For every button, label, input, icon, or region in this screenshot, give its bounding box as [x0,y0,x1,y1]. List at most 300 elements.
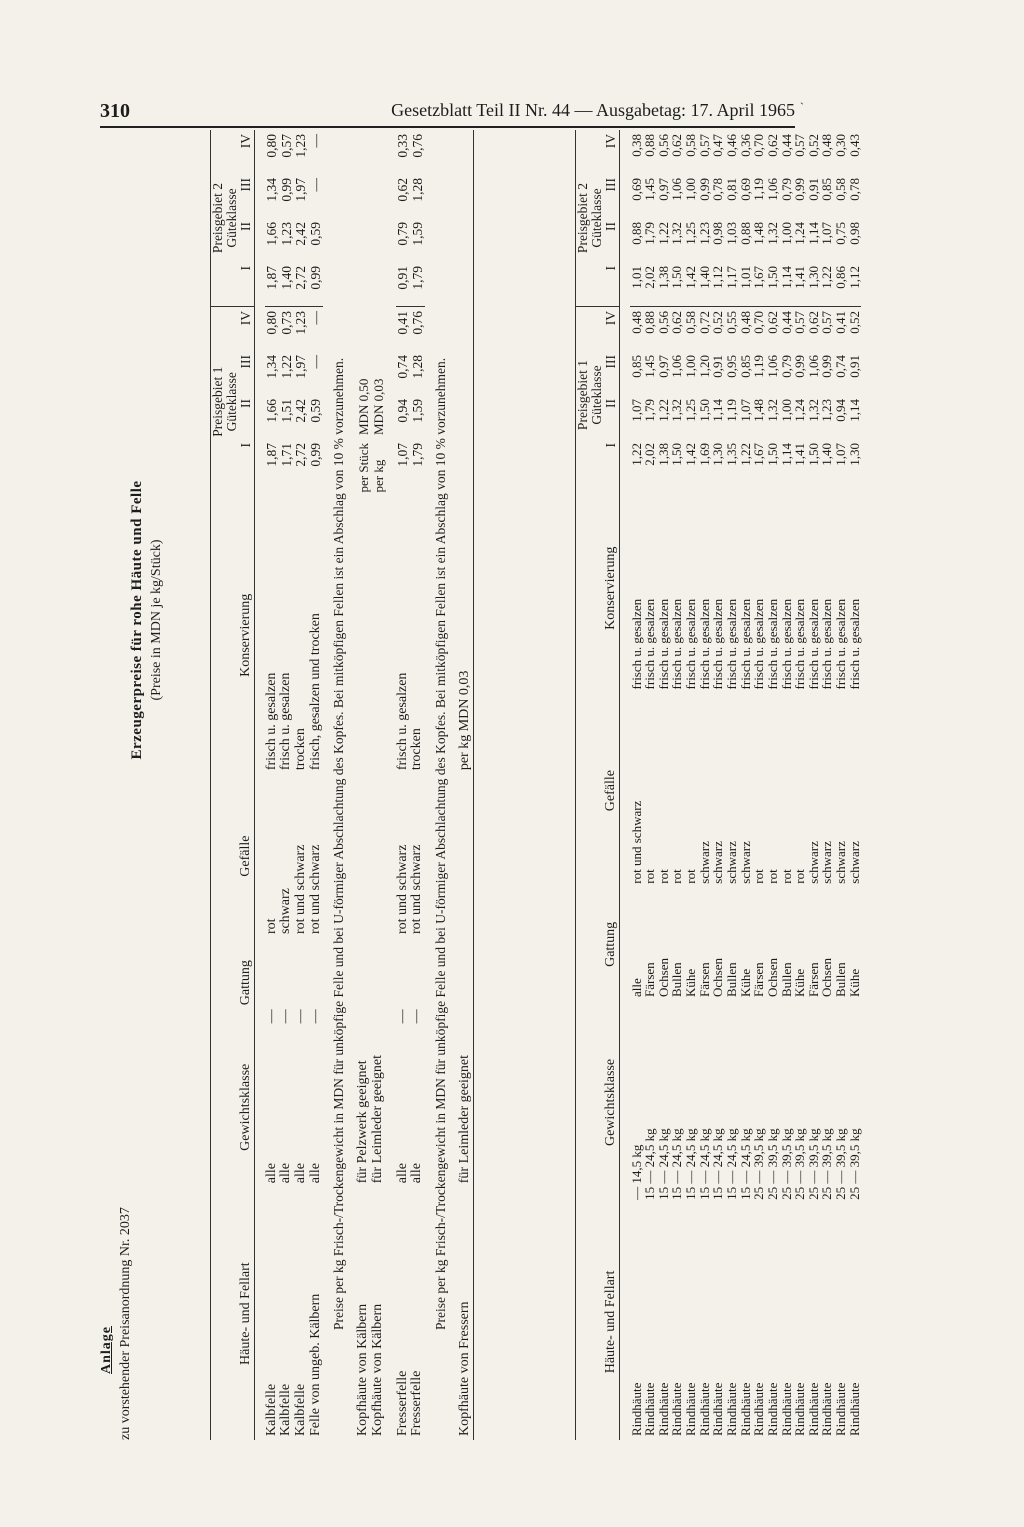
col-gefaelle: Gefälle [211,774,255,938]
price-p2-g1: 0,86 [834,262,848,307]
cell-art: Rindhäute [792,1382,808,1436]
price-p1-g4: 0,88 [642,311,658,334]
price-p2-g1: 1,87 [265,262,280,307]
price-p1-g3: — [308,355,324,369]
cell-gattung: Bullen [833,962,849,998]
cell-konservierung: frisch u. gesalzen [655,598,671,690]
rotated-content [100,130,1010,1440]
price-p1-g3: 0,79 [778,355,794,378]
price-p2-g2: 0,88 [737,222,753,245]
cell-gattung: — [307,1009,323,1024]
price-p1-g4: 0,62 [669,311,685,334]
price-p1-g2: 1,00 [778,399,794,422]
price-p1-g3: 0,85 [628,355,644,378]
cell-art: Rindhäute [778,1382,794,1436]
price-p1-g3: 1,06 [805,355,821,378]
price-p1-g3: 0,99 [819,355,835,378]
price-p1-g1: 1,30 [846,443,862,466]
col-gueteklasse1: Güteklasse [224,372,240,432]
col-g2: II [238,222,254,231]
price-p2-g1: 0,99 [309,262,324,307]
col-konservierung: Konservierung [211,496,255,774]
price-p1-g1: 1,22 [737,443,753,466]
col-g3: III [603,355,619,369]
price-p2-g3: 0,58 [833,178,849,201]
cell-unit: per kg [371,459,387,493]
col-g3: III [238,355,254,369]
price-p2-g2: 1,07 [819,222,835,245]
cell-konservierung: frisch u. gesalzen [669,598,685,690]
cell-gefaelle: schwarz [846,841,862,884]
cell-gefaelle: rot [778,869,794,884]
cell-gewicht: 15 — 24,5 kg [683,1128,699,1200]
col-gattung: Gattung [211,938,255,1027]
price-p1-g4: 0,41 [833,311,849,334]
table-row [279,130,294,1440]
price-p2-g3: 0,91 [805,178,821,201]
cell-gefaelle: rot und schwarz [394,844,410,934]
price-p2-g3: 0,69 [628,178,644,201]
price-p2-g1: 1,01 [630,262,644,307]
cell-gewicht: 15 — 24,5 kg [669,1128,685,1200]
spacer-cell [619,1204,630,1440]
cell-gewicht: alle [278,1163,294,1184]
col-preisgebiet2: Preisgebiet 2 [211,130,226,307]
title-block [130,360,164,880]
price-p1-g2: 2,42 [293,399,309,423]
cell-konservierung: frisch u. gesalzen [628,598,644,690]
price-p2-g3: 0,78 [710,178,726,201]
table-row [630,130,644,1440]
price-p2-g2: 0,59 [308,222,324,246]
price-p1-g3: 0,95 [724,355,739,378]
price-p1-g4: 0,72 [696,311,712,334]
price-p2-g3: 1,00 [683,178,699,201]
cell-gefaelle: rot und schwarz [292,844,308,934]
price-p2-g1: 1,30 [807,262,821,307]
table-row [265,130,280,1440]
calf-rows [254,130,473,1440]
price-p1-g2: 1,23 [819,399,835,422]
cell-gattung: — [292,1009,308,1024]
note-row [323,130,356,1440]
price-p2-g4: 0,47 [710,134,726,157]
price-p1-g4: — [308,311,324,325]
price-p2-g2: 1,79 [642,222,658,245]
table-row [698,130,712,1440]
price-p2-g4: 0,36 [737,134,753,157]
cell-gewicht: 15 — 24,5 kg [696,1128,712,1200]
cell-gefaelle: schwarz [696,841,712,884]
cell-art: Rindhäute [642,1382,658,1436]
cell-konservierung: frisch u. gesalzen [278,672,294,771]
cell-gewicht: alle [292,1163,308,1184]
price-p2-g2: 1,03 [724,222,739,245]
cell-konservierung: frisch u. gesalzen [751,598,767,690]
price-p1-g2: 1,07 [737,399,753,422]
price-p1-g4: 0,62 [764,311,780,334]
price-p1-g4: 0,73 [278,311,294,335]
col-g3: III [238,178,254,192]
price-p1-g1: 1,50 [669,443,685,466]
cell-gefaelle: rot [655,869,671,884]
cell-gattung: Bullen [724,962,739,998]
price-p1-g4: 0,48 [628,311,644,334]
price-p2-g1: 1,40 [698,262,712,307]
col-gueteklasse2: Güteklasse [590,130,604,307]
reference-line: zu vorstehender Preisanordnung Nr. 2037 [117,1207,133,1440]
table-row [684,130,698,1440]
cell-gewicht: 15 — 24,5 kg [642,1128,658,1200]
price-p2-g3: 0,99 [278,178,294,202]
price-p2-g4: 0,33 [395,134,411,158]
col-gueteklasse1: Güteklasse [589,365,605,425]
price-p1-g3: 1,97 [293,355,309,379]
cell-gattung: Ochsen [819,958,835,998]
price-p1-g4: 0,52 [710,311,726,334]
cell-art: Kalbfelle [292,1383,308,1436]
cell-price: per kg MDN 0,03 [457,670,473,771]
cell-konservierung: frisch u. gesalzen [642,598,658,690]
cell-art: Rindhäute [655,1382,671,1436]
cell-text: für Leimleder geeignet [370,1054,386,1184]
price-p2-g3: 0,62 [395,178,411,202]
cell-gefaelle: rot und schwarz [409,844,425,934]
note-text: Preise per kg Frisch-/Trockengewicht in MDN für unköpfige Felle und bei U-förmiger Abschlachtung des Kopfes. Bei mitköpfigen Fellen ist ein Abschlag von 10 % vorzunehmen. [433,357,449,1330]
price-p2-g3: 1,34 [264,178,280,202]
price-p1-g1: 2,72 [293,443,309,467]
table-row [848,130,862,1440]
price-p1-g2: 0,94 [833,399,849,422]
running-header [100,100,795,128]
cell-konservierung: frisch u. gesalzen [683,598,699,690]
price-p2-g2: 1,00 [778,222,794,245]
kopf-row [371,130,386,1440]
price-p2-g4: 0,56 [655,134,671,157]
cell-gewicht: 15 — 24,5 kg [737,1128,753,1200]
table-row [739,130,753,1440]
price-p1-g2: 1,32 [805,399,821,422]
price-p2-g4: 0,70 [751,134,767,157]
cell-gattung: Färsen [751,962,767,998]
price-p2-g4: 0,76 [409,134,425,158]
cell-konservierung: frisch, gesalzen und trocken [307,613,323,771]
cell-gewicht: 15 — 24,5 kg [710,1128,726,1200]
price-p2-g4: 0,52 [805,134,821,157]
price-p2-g3: 1,06 [669,178,685,201]
price-p2-g4: 0,88 [642,134,658,157]
price-p2-g1: 1,01 [739,262,753,307]
price-p1-g1: 1,69 [696,443,712,466]
price-p1-g4: 0,41 [395,311,411,335]
cell-gewicht: 25 — 39,5 kg [751,1128,767,1200]
price-p2-g3: 1,28 [409,178,425,202]
cell-gattung: Ochsen [710,958,726,998]
col-gewicht: Gewichtsklasse [211,1027,255,1187]
cell-art: Rindhäute [737,1382,753,1436]
cell-art: Kopfhäute von Fressern [457,1301,473,1436]
cell-art: Kopfhäute von Kälbern [355,1303,371,1436]
cell-gattung: Färsen [642,962,658,998]
cell-konservierung: frisch u. gesalzen [846,598,862,690]
price-p1-g4: 0,57 [819,311,835,334]
col-g4: IV [238,311,254,326]
col-g1: I [604,262,619,307]
cell-konservierung: frisch u. gesalzen [792,598,808,690]
cell-gewicht: 25 — 39,5 kg [833,1128,849,1200]
running-title: Gesetzblatt Teil II Nr. 44 — Ausgabetag: 17. April 1965 [391,100,795,120]
cell-gewicht: alle [307,1163,323,1184]
price-p2-g2: 1,22 [655,222,671,245]
col-gefaelle: Gefälle [576,693,620,887]
cell-art: Rindhäute [819,1382,835,1436]
cell-gefaelle: rot [642,869,658,884]
cell-gewicht: alle [409,1163,425,1184]
col-g1: I [238,443,254,448]
price-p2-g1: 1,14 [780,262,794,307]
price-p1-g3: 0,91 [710,355,726,378]
price-p2-g3: 0,97 [655,178,671,201]
cell-gefaelle: rot [764,869,780,884]
cell-gewicht: alle [394,1163,410,1184]
price-p1-g3: 0,97 [655,355,671,378]
table-row [396,130,411,1440]
price-p1-g2: 1,19 [724,399,739,422]
price-p1-g2: 1,79 [642,399,658,422]
price-p1-g4: 1,23 [293,311,309,335]
price-p1-g1: 1,42 [683,443,699,466]
col-gewicht: Gewichtsklasse [576,1001,620,1204]
table-row [294,130,309,1440]
price-p1-g4: 0,52 [846,311,862,334]
price-p1-g4: 0,58 [683,311,699,334]
cell-art: Rindhäute [846,1382,862,1436]
price-p2-g4: 0,62 [669,134,685,157]
price-p1-g2: 1,24 [792,399,808,422]
price-p1-g4: 0,62 [805,311,821,334]
price-p2-g3: 1,97 [293,178,309,202]
cell-art: Fresserfelle [394,1370,410,1436]
price-p2-g1: 1,12 [711,262,725,307]
cell-gattung: Ochsen [764,958,780,998]
table-row [711,130,725,1440]
calf-price-table [210,130,474,1440]
cell-konservierung: frisch u. gesalzen [696,598,712,690]
cell-art: Rindhäute [833,1382,849,1436]
cell-gattung: Kühe [792,968,808,998]
price-p1-g2: 0,59 [308,399,324,423]
cell-konservierung: frisch u. gesalzen [724,598,739,690]
price-p2-g1: 1,79 [410,262,425,307]
table-row [793,130,807,1440]
cell-gewicht: 25 — 39,5 kg [778,1128,794,1200]
price-p1-g2: 1,59 [409,399,425,423]
cell-art: Felle von ungeb. Kälbern [307,1293,323,1436]
price-p1-g3: 1,06 [669,355,685,378]
price-p2-g2: 0,75 [833,222,849,245]
page-subtitle: (Preise in MDN je kg/Stück) [148,539,164,701]
price-p2-g1: 1,41 [793,262,807,307]
price-p2-g4: 0,30 [833,134,849,157]
price-p2-g1: 1,38 [657,262,671,307]
cell-gattung: Bullen [778,962,794,998]
price-p1-g2: 1,14 [846,399,862,422]
price-p2-g4: 0,38 [628,134,644,157]
table-row [752,130,766,1440]
col-preisgebiet1: Preisgebiet 1 [575,359,590,431]
cell-art: Rindhäute [669,1382,685,1436]
cell-konservierung: frisch u. gesalzen [737,598,753,690]
price-p2-g2: 1,32 [764,222,780,245]
price-p1-g1: 1,14 [778,443,794,466]
cell-gefaelle: rot und schwarz [628,800,644,884]
cell-gewicht: — 14,5 kg [628,1144,644,1200]
price-p1-g2: 1,51 [278,399,294,423]
price-p1-g1: 1,30 [710,443,726,466]
price-p1-g3: 0,74 [833,355,849,378]
price-p1-g1: 1,50 [764,443,780,466]
anlage-heading: Anlage [99,1326,114,1374]
col-g4: IV [603,311,619,326]
price-p1-g3: 1,22 [278,355,294,379]
kopf-row [356,130,371,1440]
col-konservierung: Konservierung [576,483,620,693]
cell-art: Rindhäute [724,1382,739,1436]
cell-art: Rindhäute [683,1382,699,1436]
cell-gewicht: 25 — 39,5 kg [792,1128,808,1200]
price-p1-g3: 1,28 [409,355,425,379]
price-p2-g3: 1,45 [642,178,658,201]
table-row [820,130,834,1440]
price-p1-g1: 1,07 [395,443,411,467]
cell-art: Rindhäute [696,1382,712,1436]
cell-gattung: Färsen [805,962,821,998]
cell-gewicht: 25 — 39,5 kg [819,1128,835,1200]
price-p2-g2: 1,14 [805,222,821,245]
col-preisgebiet2: Preisgebiet 2 [576,130,591,307]
spacer-row [386,130,396,1440]
price-p2-g2: 0,79 [395,222,411,246]
col-art: Häute- und Fellart [576,1204,620,1440]
price-p1-g3: 1,06 [764,355,780,378]
col-g3: III [603,178,619,192]
cell-gattung: alle [628,978,644,998]
price-p2-g2: 2,42 [293,222,309,246]
price-p1-g1: 1,79 [409,443,425,467]
table-row [670,130,684,1440]
cell-price: MDN 0,50 [356,378,372,435]
table-row [834,130,848,1440]
cell-art: Rindhäute [710,1382,726,1436]
price-p1-g4: 0,76 [409,311,425,335]
cell-gefaelle: rot und schwarz [307,844,323,934]
cell-art: Rindhäute [805,1382,821,1436]
cell-gattung: Kühe [683,968,699,998]
cell-gattung: Kühe [846,968,862,998]
cell-gefaelle: schwarz [724,841,739,884]
cell-gefaelle: schwarz [737,841,753,884]
price-p1-g2: 1,07 [628,399,644,422]
cell-gefaelle: rot [669,869,685,884]
cell-gefaelle: schwarz [278,888,294,934]
cell-text: für Pelzwerk geeignet [355,1060,371,1184]
cell-art: Kalbfelle [263,1383,279,1436]
price-p2-g2: 1,48 [751,222,767,245]
price-p1-g4: 0,56 [655,311,671,334]
cell-unit: per Stück [356,443,372,493]
cell-gattung: — [394,1009,410,1024]
price-p1-g2: 1,50 [696,399,712,422]
cell-gefaelle: schwarz [819,841,835,884]
price-p1-g1: 1,07 [833,443,849,466]
col-gueteklasse2: Güteklasse [225,130,239,307]
price-p2-g1: 1,22 [820,262,834,307]
cell-art: Rindhäute [751,1382,767,1436]
kopf-fresser-row [458,130,473,1440]
price-p1-g1: 1,67 [751,443,767,466]
price-p2-g4: 1,23 [293,134,309,158]
cell-gefaelle: rot [751,869,767,884]
price-p1-g1: 1,50 [805,443,821,466]
price-p2-g2: 1,59 [409,222,425,246]
price-p2-g4: 0,57 [696,134,712,157]
col-g4: IV [238,134,254,149]
cell-konservierung: frisch u. gesalzen [394,672,410,771]
price-p1-g4: 0,80 [264,311,280,335]
price-p2-g2: 1,24 [792,222,808,245]
price-p1-g3: 1,20 [696,355,712,378]
col-g2: II [603,399,619,408]
price-p1-g3: 0,91 [846,355,862,378]
table-row [657,130,671,1440]
cell-gefaelle: schwarz [833,841,849,884]
col-g1: I [603,443,619,448]
price-p2-g3: 1,19 [751,178,767,201]
price-p2-g3: 0,81 [724,178,739,201]
price-p1-g1: 1,71 [278,443,294,467]
cell-gefaelle: rot [792,869,808,884]
price-p1-g4: 0,48 [737,311,753,334]
price-p1-g2: 1,14 [710,399,726,422]
table-row [410,130,425,1440]
cell-gewicht: 25 — 39,5 kg [764,1128,780,1200]
col-g2: II [238,399,254,408]
price-p1-g1: 1,38 [655,443,671,466]
cell-konservierung: frisch u. gesalzen [819,598,835,690]
page-number: 310 [100,100,130,122]
cell-gattung: Färsen [696,962,712,998]
price-p1-g4: 0,55 [724,311,739,334]
price-p2-g1: 2,72 [294,262,309,307]
price-p2-g3: 0,78 [846,178,862,201]
cell-gattung: — [278,1009,294,1024]
cell-konservierung: frisch u. gesalzen [778,598,794,690]
price-p2-g3: — [308,178,324,192]
table-row [309,130,324,1440]
cell-gefaelle: schwarz [710,841,726,884]
cell-konservierung: frisch u. gesalzen [764,598,780,690]
table-row [807,130,821,1440]
cell-konservierung: frisch u. gesalzen [805,598,821,690]
cell-text: für Leimleder geeignet [457,1054,473,1184]
cell-konservierung: frisch u. gesalzen [710,598,726,690]
price-p2-g1: 1,40 [279,262,294,307]
price-p1-g4: 0,44 [778,311,794,334]
price-p2-g4: 0,62 [764,134,780,157]
price-p2-g1: 2,02 [643,262,657,307]
price-p2-g4: 0,57 [278,134,294,158]
price-p2-g1: 1,50 [670,262,684,307]
